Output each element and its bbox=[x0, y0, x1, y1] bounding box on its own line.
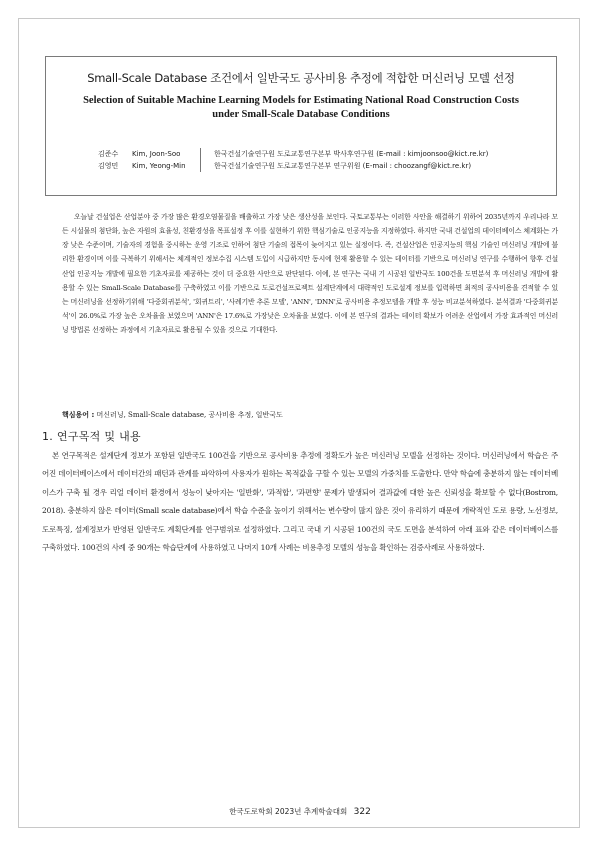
author-name-korean: 김영민 bbox=[98, 162, 119, 170]
author-name-english: Kim, Joon-Soo bbox=[132, 150, 181, 158]
abstract: 오늘날 건설업은 산업분야 중 가장 많은 환경오염물질을 배출하고 가장 낮은 생산성을 보인다. 국토교통부는 이러한 사안을 해결하기 위하여 2035년까지 우리나라 모든 시설물의 첨단화, 높은 자원의 효율성, 친환경성을 목표설정 후 이를 실현하기 위한 핵심기술로 인공지능을 지정하였다. 하지만 국내 건설업의 데이터베이스 체계화는 가장 낮은 수준이며, 기술자의 경험을 중시하는 운영 기조로 인하여 첨단 기술의 접목이 늦어지고 있는 실정이다. 즉, 건설산업은 인공지능의 핵심 기술인 머신러닝 개발에 불리한 환경이며 이를 극복하기 위해서는 체계적인 정보수집 시스템 도입이 시급하지만 동시에 현재 활용할 수 있는 데이터를 기반으로 머신러닝 연구를 수행하여 향후 건설산업 인공지능 개발에 필요한 기초자료를 제공하는 것이 더 중요한 사안으로 판단된다. 이에, 본 연구는 국내 기 시공된 일반국도 100건을 도면분석 후 머신러닝 개발에 활용할 수 있는 Small-Scale Database를 구축하였고 이를 기반으로 도로건설프로젝트 설계단계에서 대략적인 도로설계 정보를 입력하면 최적의 공사비용을 견적할 수 있는 머신러닝을 선정하기위해 '다중회귀분석', '회귀트리', '사례기반 추론 모델', 'ANN', 'DNN'로 공사비용 추정모델을 개발 후 성능 비교분석하였다. 분석결과 '다중회귀분석'이 26.0%로 가장 높은 오차율을 보였으며 'ANN'은 17.6%로 가장낮은 오차율을 보였다. 이에 본 연구의 결과는 데이터 확보가 어려운 산업에서 가장 효과적인 머신러닝 방법론 선정하는 과정에서 기초자료로 활용될 수 있을 것으로 기대한다. bbox=[62, 213, 558, 335]
section-heading: 1. 연구목적 및 내용 bbox=[42, 430, 141, 443]
author-name-english: Kim, Yeong-Min bbox=[132, 162, 186, 170]
title-korean: Small-Scale Database 조건에서 일반국도 공사비용 추정에 적합한 머신러닝 모델 선정 bbox=[87, 71, 515, 85]
keywords-values: 머신러닝, Small-Scale database, 공사비용 추정, 일반국도 bbox=[96, 411, 283, 419]
author-affiliation: 한국건설기술연구원 도로교통연구본부 박사후연구원 (E-mail : kimjoonsoo@kict.re.kr) bbox=[214, 150, 489, 158]
author-affiliation: 한국건설기술연구원 도로교통연구본부 연구위원 (E-mail : choozangf@kict.re.kr) bbox=[214, 162, 472, 170]
conference-name: 한국도로학회 2023년 추계학술대회 bbox=[229, 807, 348, 816]
page-footer bbox=[0, 806, 600, 817]
author-name-korean: 김준수 bbox=[98, 150, 119, 158]
keywords-label: 핵심용어 : bbox=[62, 411, 95, 419]
title-english: Selection of Suitable Machine Learning Models for Estimating National Road Construction Costs under Small-Scale Database Conditions bbox=[83, 95, 519, 120]
keywords bbox=[62, 410, 552, 420]
section-body: 본 연구목적은 설계단계 정보가 포함된 일반국도 100건을 기반으로 공사비용 추정에 정확도가 높은 머신러닝 모델을 선정하는 것이다. 머신러닝에서 학습은 주어진 데이터베이스에서 데이터간의 패턴과 관계를 파악하여 사용자가 원하는 목적값을 구할 수 있는 모델의 가중치를 도출한다. 만약 학습에 충분하지 않는 데이터베이스가 구축 될 경우 리얼 데이터 환경에서 성능이 낮아지는 '일반화', '과적합', '과편향' 문제가 발생되어 결과값에 대한 높은 신뢰성을 확보할 수 없다(Bostrom, 2018). 충분하지 않은 데이터(Small scale database)에서 학습 수준을 높이기 위해서는 변수량이 많지 않은 것이 유리하기 때문에 개략적인 도로 용량, 노선정보, 도로특징, 설계정보가 반영된 일반국도 계획단계를 연구범위로 설정하였다. 그리고 국내 기 시공된 100건의 국도 도면을 분석하여 아래 표와 같은 데이터베이스를 구축하였다. 100건의 사례 중 90개는 학습단계에 사용하였고 나머지 10개 사례는 비용추정 모델의 성능을 확인하는 검증사례로 사용하였다. bbox=[42, 451, 558, 553]
author-divider bbox=[200, 148, 201, 172]
page-number: 322 bbox=[353, 807, 371, 817]
